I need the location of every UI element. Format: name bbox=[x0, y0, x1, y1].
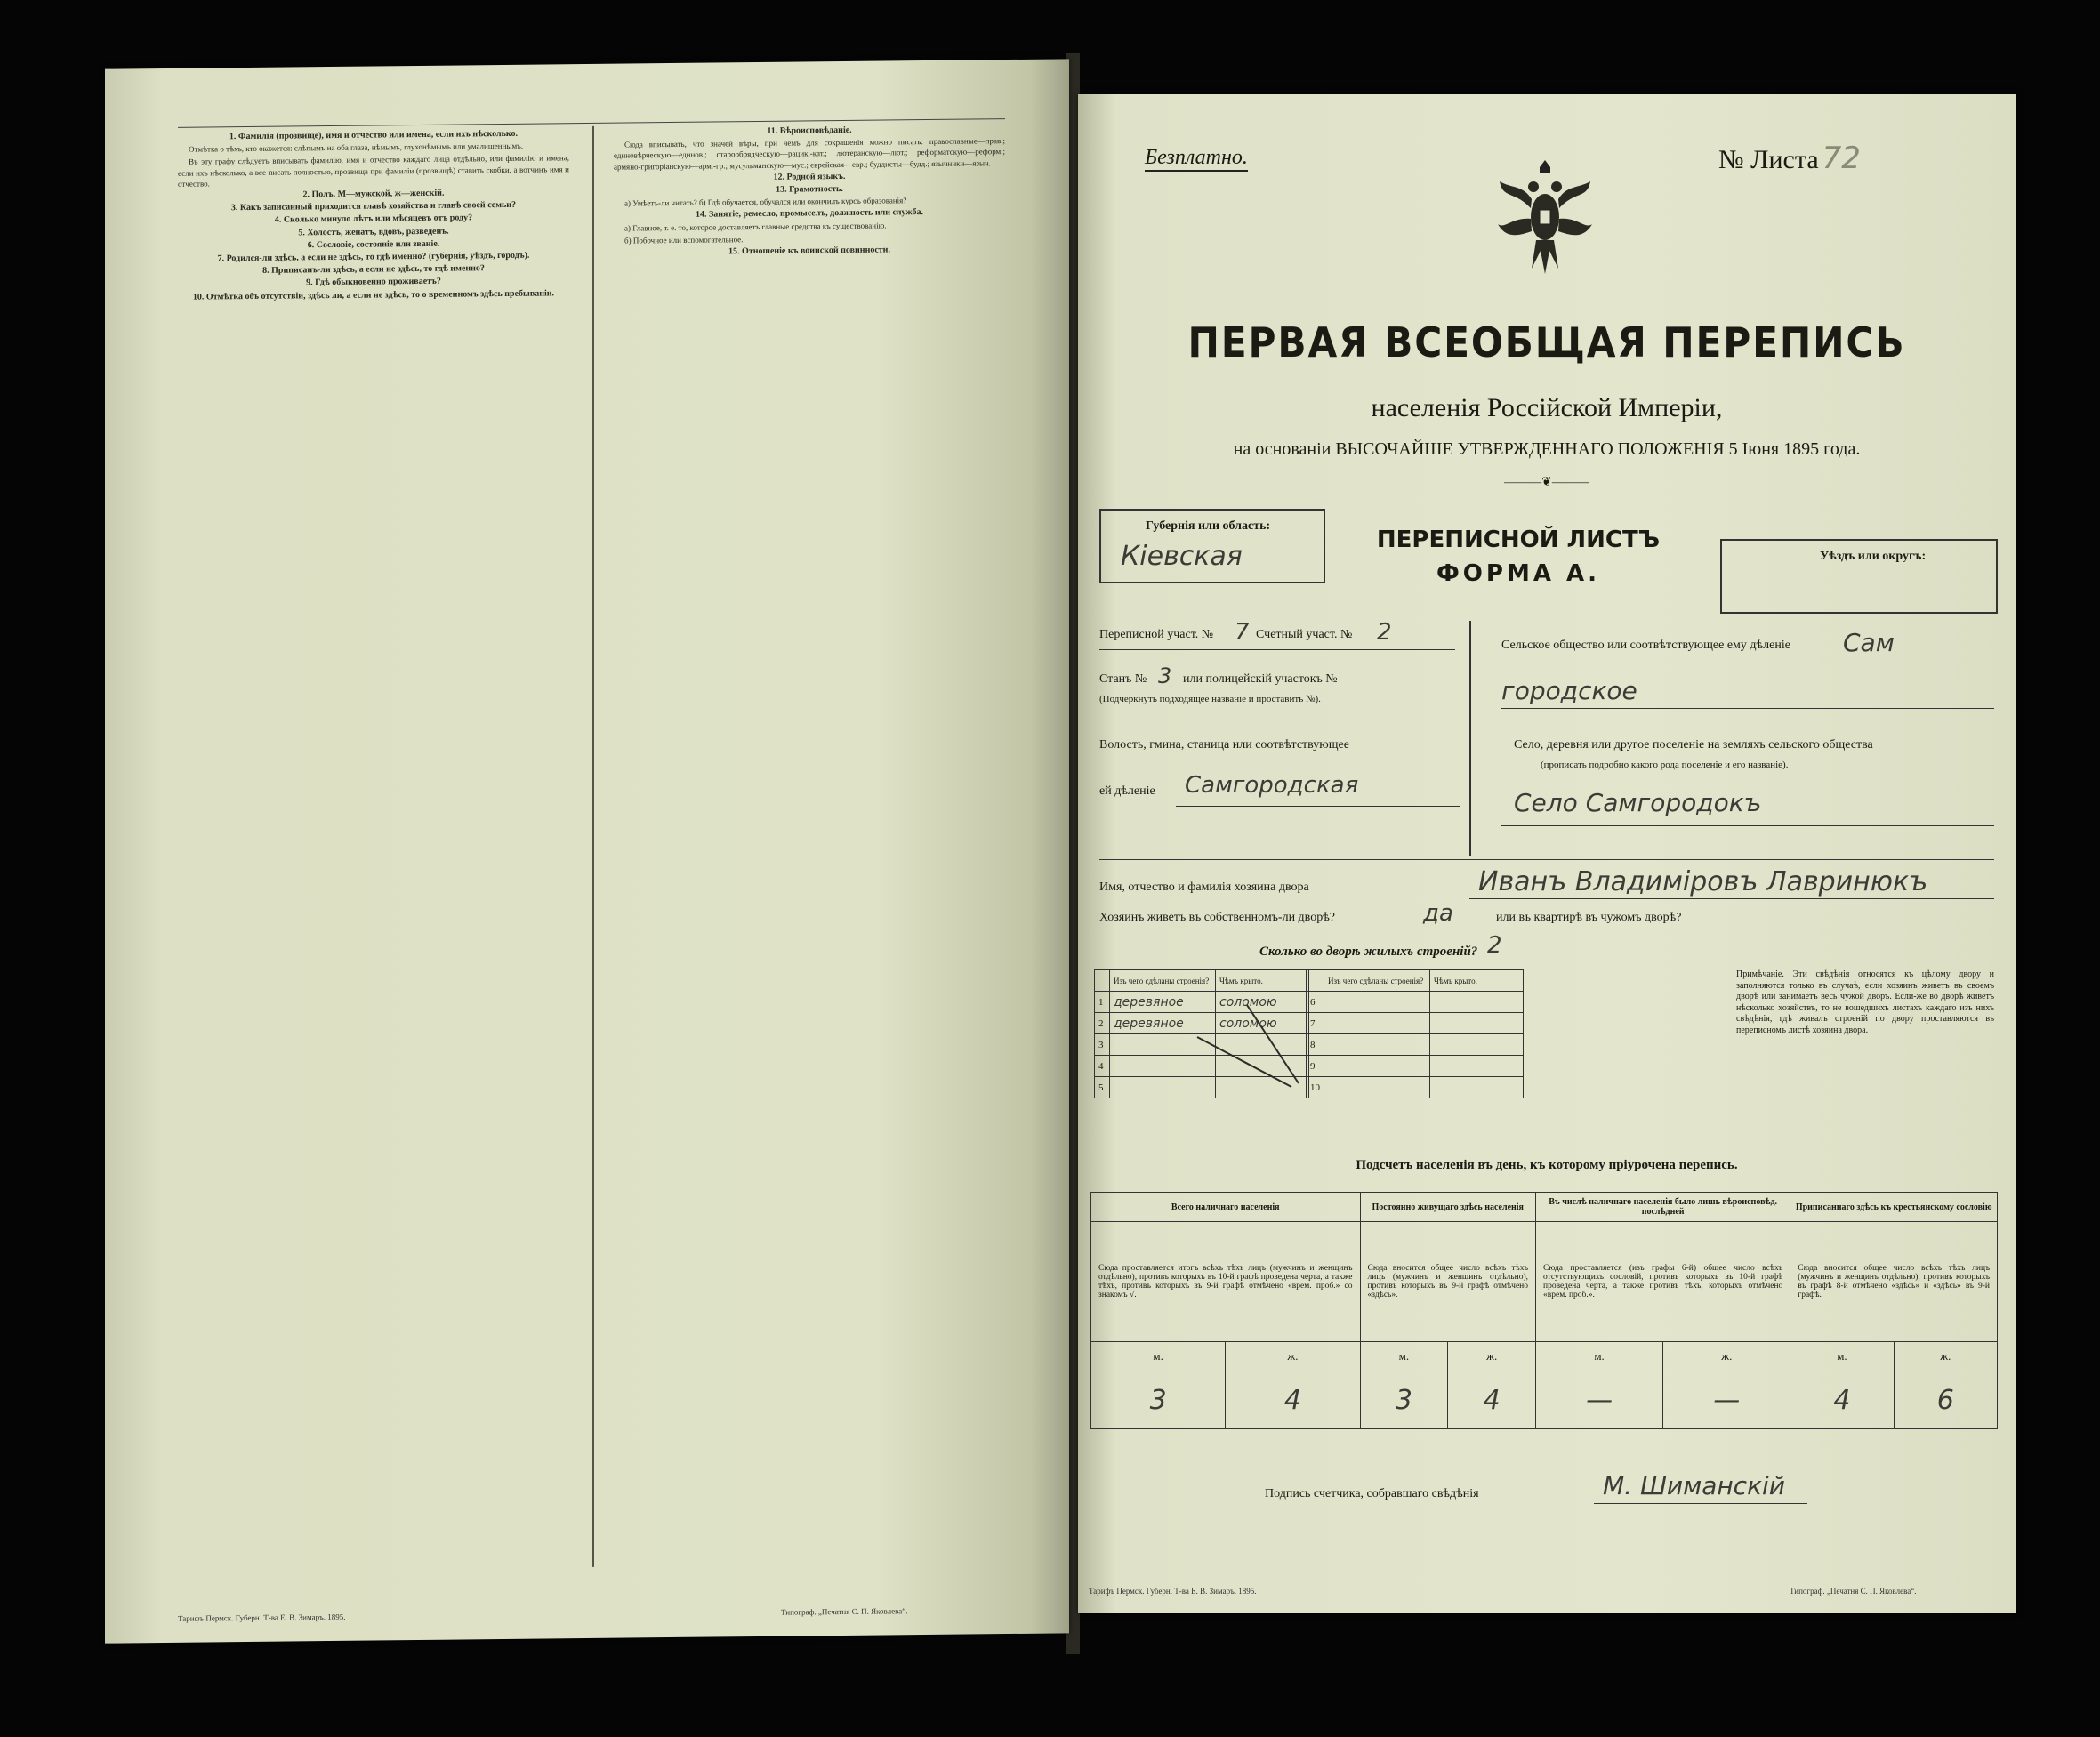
buildings-value: 2 bbox=[1487, 932, 1502, 959]
building-number: 10 bbox=[1307, 1077, 1324, 1098]
building-number: 9 bbox=[1307, 1056, 1324, 1077]
empty-cell bbox=[1430, 992, 1524, 1013]
province-value: Кіевская bbox=[1121, 541, 1243, 572]
county-label: Уѣздъ или округъ: bbox=[1820, 550, 1927, 563]
society-line bbox=[1501, 708, 1994, 709]
building-number: 6 bbox=[1307, 992, 1324, 1013]
precinct-label: Переписной участ. № bbox=[1099, 628, 1214, 641]
free-label: Безплатно. bbox=[1145, 146, 1248, 172]
column-divider bbox=[592, 126, 594, 1567]
empty-cell bbox=[1430, 1056, 1524, 1077]
instruction-paragraph: Сюда вписывать, что значей вѣры, при чемъ для сокращенія можно писать: православные—прав.; единовѣрческую—единов.; старообрядческую—рацик.-кат.; лютеранскую—лют.; реформатскую—реформ.; армяно-григоріанскую—арм.-гр.; мусульманскую—мус.; еврейская—евр.; буддисты—будд.; язычники—языч. bbox=[614, 136, 1005, 172]
population-title: Подсчетъ населенія въ день, къ которому пріурочена перепись. bbox=[1356, 1158, 1738, 1172]
instruction-heading: 5. Холостъ, женатъ, вдовъ, разведенъ. bbox=[298, 226, 449, 238]
buildings-label: Сколько во дворѣ жилыхъ строеній? bbox=[1259, 945, 1478, 959]
sheet-number-label: № Листа bbox=[1718, 145, 1819, 174]
instruction-heading: 6. Сословіе, состояніе или званіе. bbox=[307, 238, 440, 251]
province-box bbox=[1099, 509, 1325, 583]
sex-label: ж. bbox=[1226, 1342, 1360, 1371]
instruction-heading: 10. Отмѣтка объ отсутствіи, здѣсь ли, а если не здѣсь, то о временномъ здѣсь пребываніи. bbox=[192, 288, 555, 302]
population-column-head: Въ числѣ наличнаго населенія было лишь вѣроисповѣд. послѣдней bbox=[1536, 1193, 1790, 1222]
instruction-paragraph: а) Главное, т. е. то, которое доставляетъ главные средства къ существованію. bbox=[624, 221, 887, 233]
building-roof: соломою bbox=[1216, 992, 1309, 1013]
building-number: 8 bbox=[1307, 1034, 1324, 1056]
instruction-heading: 2. Полъ. М—мужской, ж—женскій. bbox=[302, 188, 445, 200]
county-box bbox=[1720, 539, 1998, 614]
volost-line bbox=[1176, 806, 1460, 807]
instruction-heading: 1. Фамилія (прозвище), имя и отчество или имена, если ихъ нѣсколько. bbox=[229, 128, 519, 142]
population-table bbox=[1090, 1192, 1998, 1429]
double-headed-eagle-emblem bbox=[1496, 155, 1594, 279]
form-title-1: ПЕРЕПИСНОЙ ЛИСТЪ bbox=[1376, 527, 1661, 553]
sheet-number-handwritten: 72 bbox=[1822, 141, 1861, 176]
strike-through-mark bbox=[1194, 993, 1300, 1090]
sex-label: ж. bbox=[1448, 1342, 1536, 1371]
population-column-description: Сюда проставляется итогъ всѣхъ тѣхъ лицъ (мужчинъ и женщинъ отдѣльно), противъ которыхъ въ 10-й графѣ проведена черта, а также тѣхъ, противъ которыхъ въ 9-й графѣ отмѣчено «врем. проб.» со знакомъ √. bbox=[1091, 1222, 1361, 1342]
building-roof: соломою bbox=[1216, 1013, 1309, 1034]
owner-apartment-label: или въ квартирѣ въ чужомъ дворѣ? bbox=[1496, 911, 1682, 924]
camp-label: Станъ № bbox=[1099, 672, 1147, 686]
population-count: 3 bbox=[1091, 1371, 1226, 1429]
owner-value: Иванъ Владиміровъ Лавринюкъ bbox=[1478, 866, 1928, 897]
volost-value: Самгородская bbox=[1185, 772, 1359, 799]
instruction-heading: 4. Сколько минуло лѣтъ или мѣсяцевъ отъ роду? bbox=[274, 213, 473, 226]
field-divider bbox=[1469, 621, 1471, 856]
population-count: 4 bbox=[1226, 1371, 1360, 1429]
roof-head-2: Чѣмъ крыто. bbox=[1430, 970, 1524, 992]
population-count: 4 bbox=[1448, 1371, 1536, 1429]
population-column-head: Приписаннаго здѣсь къ крестьянскому сословію bbox=[1790, 1193, 1998, 1222]
owner-line bbox=[1469, 898, 1994, 899]
population-count: 4 bbox=[1790, 1371, 1894, 1429]
village-line bbox=[1501, 825, 1994, 826]
instruction-paragraph: Отмѣтка о тѣхъ, кто окажется: слѣпымъ на оба глаза, нѣмымъ, глухонѣмымъ или умалишеннымъ. bbox=[189, 141, 524, 154]
instruction-heading: 3. Какъ записанный приходится главѣ хозяйства и главѣ своей семьи? bbox=[230, 200, 517, 213]
camp-note: (Подчеркнуть подходящее названіе и проставить №). bbox=[1099, 694, 1321, 704]
province-label: Губернія или область: bbox=[1146, 519, 1271, 533]
empty-cell bbox=[1324, 992, 1430, 1013]
owner-lives-label: Хозяинъ живетъ въ собственномъ-ли дворѣ? bbox=[1099, 911, 1336, 924]
population-count: 6 bbox=[1894, 1371, 1997, 1429]
society-value-1: Сам bbox=[1843, 628, 1895, 657]
sex-label: ж. bbox=[1894, 1342, 1997, 1371]
sheet-number bbox=[1718, 141, 1861, 176]
sex-label: м. bbox=[1360, 1342, 1448, 1371]
building-number: 1 bbox=[1095, 992, 1110, 1013]
society-value-2: городское bbox=[1501, 676, 1637, 705]
ornament-divider: ———❦——— bbox=[1504, 476, 1589, 489]
material-head-2: Изъ чего сдѣланы строенія? bbox=[1324, 970, 1430, 992]
instruction-heading: 14. Занятіе, ремесло, промыселъ, должность или служба. bbox=[695, 207, 924, 221]
society-label: Сельское общество или соотвѣтствующее ему дѣленіе bbox=[1501, 639, 1790, 652]
owner-label: Имя, отчество и фамилія хозяина двора bbox=[1099, 881, 1309, 894]
building-number: 3 bbox=[1095, 1034, 1110, 1056]
buildings-table-right bbox=[1306, 969, 1524, 1098]
sex-label: м. bbox=[1790, 1342, 1894, 1371]
building-material: деревяное bbox=[1110, 992, 1216, 1013]
empty-cell bbox=[1324, 1056, 1430, 1077]
roof-head: Чѣмъ крыто. bbox=[1216, 970, 1309, 992]
population-column-head: Всего наличнаго населенія bbox=[1091, 1193, 1361, 1222]
instruction-paragraph: Въ эту графу слѣдуетъ вписывать фамилію, имя и отчество каждаго лица отдѣльно, или фамилію и имена, если ихъ нѣсколько, а все писать полностью, прозвища при фамиліи (прозвищѣ) ставить скобки, а вотчинъ имя и отчество. bbox=[178, 153, 569, 189]
village-note: (прописать подробно какого рода поселеніе и его названіе). bbox=[1541, 760, 1789, 770]
empty-cell bbox=[1430, 1034, 1524, 1056]
census-title: ПЕРВАЯ ВСЕОБЩАЯ ПЕРЕПИСЬ bbox=[1187, 318, 1906, 366]
building-number: 7 bbox=[1307, 1013, 1324, 1034]
census-basis: на основаніи ВЫСОЧАЙШЕ УТВЕРЖДЕННАГО ПОЛОЖЕНІЯ 5 Іюня 1895 года. bbox=[1233, 439, 1861, 459]
building-row bbox=[1307, 992, 1524, 1013]
population-count: — bbox=[1536, 1371, 1663, 1429]
precinct-line bbox=[1099, 649, 1455, 650]
village-label: Село, деревня или другое поселеніе на земляхъ сельского общества bbox=[1514, 738, 1873, 752]
count-label: Счетный участ. № bbox=[1256, 628, 1353, 641]
precinct-value: 7 bbox=[1235, 619, 1250, 646]
left-footer-press: Типограф. „Печатня С. П. Яковлева“. bbox=[781, 1606, 908, 1617]
population-column-head: Постоянно живущаго здѣсь населенія bbox=[1360, 1193, 1536, 1222]
material-head: Изъ чего сдѣланы строенія? bbox=[1110, 970, 1216, 992]
left-footer-printer: Тарифъ Пермск. Губерн. Т-ва Е. В. Зимаръ. 1895. bbox=[178, 1612, 346, 1623]
building-number: 5 bbox=[1095, 1077, 1110, 1098]
building-row bbox=[1307, 1034, 1524, 1056]
right-footer-printer: Тарифъ Пермск. Губерн. Т-ва Е. В. Зимаръ. 1895. bbox=[1089, 1587, 1257, 1596]
sex-label: м. bbox=[1536, 1342, 1663, 1371]
sex-label: ж. bbox=[1663, 1342, 1790, 1371]
volost-label-2: ей дѣленіе bbox=[1099, 784, 1155, 798]
camp-rest: или полицейскій участокъ № bbox=[1183, 672, 1338, 686]
count-value: 2 bbox=[1377, 619, 1392, 646]
building-row bbox=[1307, 1056, 1524, 1077]
empty-cell bbox=[1430, 1077, 1524, 1098]
building-row bbox=[1307, 1013, 1524, 1034]
right-footer-press: Типограф. „Печатня С. П. Яковлева“. bbox=[1790, 1587, 1917, 1596]
instruction-heading: 7. Родился-ли здѣсь, а если не здѣсь, то гдѣ именно? (губернія, уѣздъ, городъ). bbox=[217, 250, 530, 264]
census-subtitle: населенія Россійской Имперіи, bbox=[1371, 393, 1723, 422]
population-column-description: Сюда проставляется (изъ графы 6-й) общее число всѣхъ отсутствующихъ сословій, противъ которыхъ въ 10-й графѣ проведена черта, а также противъ тѣхъ, которыхъ отмѣчено «врем. проб.». bbox=[1536, 1222, 1790, 1342]
building-number: 4 bbox=[1095, 1056, 1110, 1077]
population-count: — bbox=[1663, 1371, 1790, 1429]
instruction-heading: 15. Отношеніе къ воинской повинности. bbox=[728, 245, 890, 257]
empty-cell bbox=[1430, 1013, 1524, 1034]
instructions-column-2 bbox=[614, 122, 1005, 1567]
building-number: 2 bbox=[1095, 1013, 1110, 1034]
empty-cell bbox=[1324, 1077, 1430, 1098]
instruction-paragraph: а) Умѣетъ-ли читать? б) Гдѣ обучается, обучался или окончилъ курсъ образованія? bbox=[624, 196, 907, 208]
building-row bbox=[1307, 1077, 1524, 1098]
instruction-heading: 9. Гдѣ обыкновенно проживаетъ? bbox=[306, 277, 441, 288]
right-page bbox=[1078, 94, 2016, 1613]
population-column-description: Сюда вносится общее число всѣхъ тѣхъ лицъ (мужчинъ и женщинъ отдѣльно), противъ которыхъ въ графѣ 8-й отмѣчено «здѣсь» и «здѣсь» въ 9-й графѣ. bbox=[1790, 1222, 1998, 1342]
empty-cell bbox=[1324, 1013, 1430, 1034]
signature-value: М. Шиманскій bbox=[1603, 1471, 1785, 1500]
building-material: деревяное bbox=[1110, 1013, 1216, 1034]
instruction-heading: 12. Родной языкъ. bbox=[773, 171, 846, 182]
volost-label: Волость, гмина, станица или соотвѣтствующее bbox=[1099, 738, 1349, 752]
buildings-note: Примѣчаніе. Эти свѣдѣнія относятся къ цѣлому двору и заполняются только въ случаѣ, если хозяинъ живетъ въ своемъ дворѣ или занимаетъ весь чужой дворъ. Если-же во дворѣ живетъ нѣсколько хозяйствъ, то не вошедшихъ листахъ каждаго изъ нихъ свѣдѣнія, гдѣ живалъ строеній по двору проставляются въ переписномъ листѣ хозяина двора. bbox=[1736, 969, 1994, 1035]
instruction-paragraph: б) Побочное или вспомогательное. bbox=[624, 234, 744, 245]
form-title-2: ФОРМА А. bbox=[1436, 560, 1600, 587]
instruction-heading: 8. Приписанъ-ли здѣсь, а если не здѣсь, то гдѣ именно? bbox=[262, 263, 485, 277]
village-value: Село Самгородокъ bbox=[1514, 788, 1762, 817]
instructions-column-1 bbox=[178, 126, 569, 1572]
instruction-heading: 11. Вѣроисповѣданіе. bbox=[767, 125, 852, 136]
owner-lives-value: да bbox=[1423, 900, 1453, 927]
sex-label: м. bbox=[1091, 1342, 1226, 1371]
population-count: 3 bbox=[1360, 1371, 1448, 1429]
camp-value: 3 bbox=[1158, 663, 1172, 688]
left-page bbox=[105, 59, 1069, 1643]
section-rule bbox=[1099, 859, 1994, 860]
empty-cell bbox=[1324, 1034, 1430, 1056]
signature-line bbox=[1594, 1503, 1807, 1504]
instruction-heading: 13. Грамотность. bbox=[776, 184, 843, 195]
population-column-description: Сюда вносится общее число всѣхъ тѣхъ лицъ (мужчинъ и женщинъ отдѣльно), противъ которыхъ въ 9-й графѣ отмѣчено «здѣсь». bbox=[1360, 1222, 1536, 1342]
signature-label: Подпись счетчика, собравшаго свѣдѣнія bbox=[1265, 1487, 1479, 1500]
